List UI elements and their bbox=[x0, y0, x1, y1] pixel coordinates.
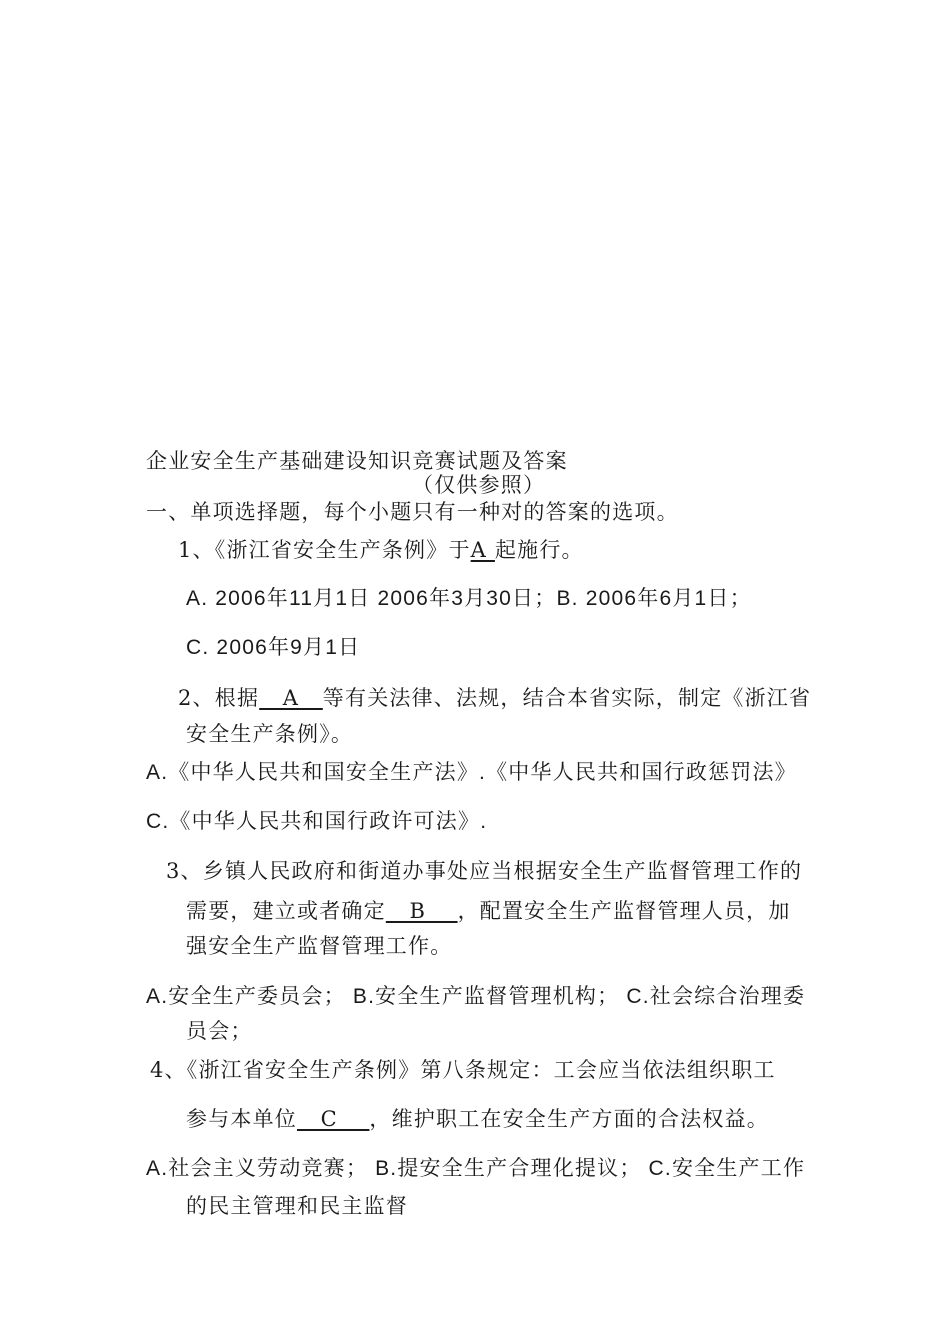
question-3-options: A.安全生产委员会； B.安全生产监督管理机构； C.社会综合治理委 bbox=[146, 985, 806, 1008]
question-text: 需要，建立或者确定 bbox=[186, 899, 386, 923]
question-1-options: A. 2006年11月1日 2006年3月30日；B. 2006年6月1日； bbox=[186, 587, 752, 610]
question-3-text-cont bbox=[186, 898, 791, 924]
question-2-options: A.《中华人民共和国安全生产法》.《中华人民共和国行政惩罚法》 bbox=[146, 761, 797, 784]
question-text: ，配置安全生产监督管理人员，加 bbox=[457, 899, 791, 923]
question-text: 起施行。 bbox=[494, 538, 584, 562]
question-1-text bbox=[178, 537, 584, 563]
question-4-text-cont bbox=[186, 1106, 769, 1132]
question-text: ，维护职工在安全生产方面的合法权益。 bbox=[369, 1107, 770, 1131]
question-text: 1、《浙江省安全生产条例》于 bbox=[178, 538, 471, 562]
document-subtitle: （仅供参照） bbox=[412, 473, 546, 497]
question-text: 等有关法律、法规，结合本省实际，制定《浙江省 bbox=[322, 686, 812, 710]
section-heading: 一、单项选择题，每个小题只有一种对的答案的选项。 bbox=[146, 500, 679, 524]
answer-blank: A bbox=[470, 538, 495, 562]
question-1-options: C. 2006年9月1日 bbox=[186, 636, 361, 659]
question-4-options: A.社会主义劳动竞赛； B.提安全生产合理化提议； C.安全生产工作 bbox=[146, 1157, 806, 1180]
question-2-text-cont: 安全生产条例》。 bbox=[186, 722, 354, 746]
question-text: 参与本单位 bbox=[186, 1107, 297, 1131]
document-title: 企业安全生产基础建设知识竞赛试题及答案 bbox=[146, 449, 568, 473]
question-4-text: 4、《浙江省安全生产条例》第八条规定：工会应当依法组织职工 bbox=[150, 1058, 776, 1082]
question-3-options: 员会； bbox=[186, 1020, 253, 1043]
question-2-options: C.《中华人民共和国行政许可法》. bbox=[146, 810, 488, 833]
question-2-text bbox=[178, 685, 811, 711]
answer-blank: C bbox=[297, 1107, 370, 1131]
question-4-options: 的民主管理和民主监督 bbox=[186, 1195, 408, 1218]
answer-blank: A bbox=[259, 686, 323, 710]
question-3-text-cont: 强安全生产监督管理工作。 bbox=[186, 934, 453, 958]
question-text: 2、根据 bbox=[178, 686, 260, 710]
answer-blank: B bbox=[385, 899, 458, 923]
question-3-text: 3、乡镇人民政府和街道办事处应当根据安全生产监督管理工作的 bbox=[166, 859, 803, 883]
